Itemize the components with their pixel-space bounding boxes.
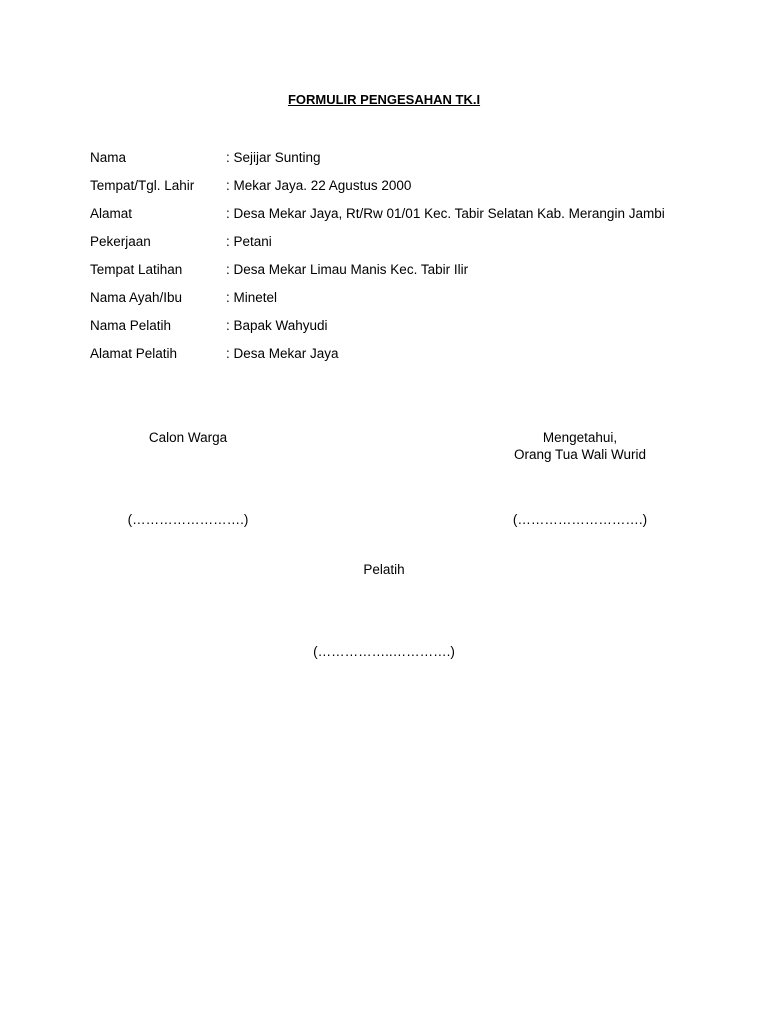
field-label: Nama <box>90 150 127 165</box>
signature-pelatih-label: Pelatih <box>363 562 405 577</box>
signature-calon-warga-line: (…………………….) <box>127 512 249 527</box>
field-value: : Desa Mekar Jaya, Rt/Rw 01/01 Kec. Tabir Selatan Kab. Merangin Jambi <box>226 206 665 221</box>
field-value: : Petani <box>226 234 272 249</box>
field-row-nama <box>90 149 710 177</box>
field-value: : Desa Mekar Jaya <box>226 346 339 361</box>
field-row-alamat <box>90 205 710 233</box>
signature-orang-tua-line: (……………………….) <box>512 512 648 527</box>
field-value: : Mekar Jaya. 22 Agustus 2000 <box>226 178 412 193</box>
field-label: Tempat/Tgl. Lahir <box>90 178 195 193</box>
signature-mengetahui-line1: Mengetahui, <box>542 430 618 445</box>
field-label: Tempat Latihan <box>90 262 183 277</box>
signature-calon-warga-label: Calon Warga <box>148 430 228 445</box>
field-label: Alamat <box>90 206 133 221</box>
signature-mengetahui-line2: Orang Tua Wali Wurid <box>513 447 647 462</box>
field-row-tempat-tgl-lahir <box>90 177 710 205</box>
form-fields <box>90 149 710 373</box>
signature-mengetahui-label <box>480 429 680 463</box>
field-value: : Bapak Wahyudi <box>226 318 328 333</box>
field-row-tempat-latihan <box>90 261 710 289</box>
field-label: Alamat Pelatih <box>90 346 178 361</box>
field-value: : Minetel <box>226 290 278 305</box>
document-title: FORMULIR PENGESAHAN TK.I <box>287 92 481 107</box>
field-row-alamat-pelatih <box>90 345 710 373</box>
field-label: Nama Ayah/Ibu <box>90 290 183 305</box>
signature-pelatih-line: (……………..………….) <box>313 644 455 659</box>
field-row-nama-pelatih <box>90 317 710 345</box>
field-label: Nama Pelatih <box>90 318 172 333</box>
field-value: : Desa Mekar Limau Manis Kec. Tabir Ilir <box>226 262 469 277</box>
field-value: : Sejijar Sunting <box>226 150 321 165</box>
field-row-pekerjaan <box>90 233 710 261</box>
field-label: Pekerjaan <box>90 234 151 249</box>
field-row-nama-ayah-ibu <box>90 289 710 317</box>
